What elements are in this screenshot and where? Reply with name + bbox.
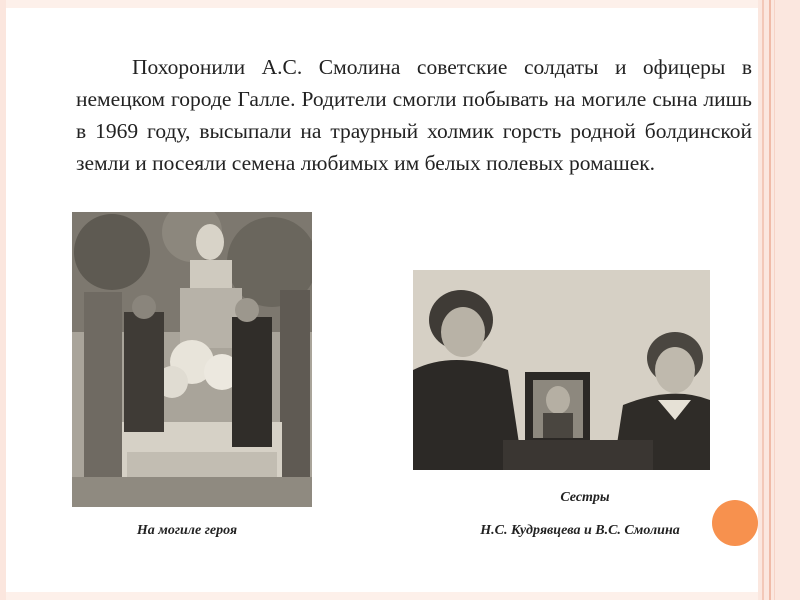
sisters-caption-title: Сестры bbox=[560, 490, 610, 505]
grave-caption: На могиле героя bbox=[136, 523, 238, 538]
right-border-band bbox=[758, 0, 800, 600]
right-border-line bbox=[769, 0, 771, 600]
grave-photo bbox=[72, 212, 312, 507]
main-paragraph: Похоронили А.С. Смолина советские солдаты и офицеры в немецком городе Галле. Родители смогли побывать на могиле сына лишь в 1969 году, высыпали на траурный холмик горсть родной болдинской земли и посеяли семена любимых им белых полевых ромашек. bbox=[76, 55, 752, 175]
sisters-photo bbox=[413, 270, 710, 470]
right-border-line bbox=[762, 0, 764, 600]
bottom-border bbox=[6, 592, 758, 600]
sisters-photo-image bbox=[413, 270, 710, 470]
top-border bbox=[6, 0, 758, 8]
left-border bbox=[0, 0, 6, 600]
grave-photo-image bbox=[72, 212, 312, 507]
sisters-caption-names: Н.С. Кудрявцева и В.С. Смолина bbox=[480, 523, 680, 538]
accent-circle bbox=[712, 500, 758, 546]
right-border-line bbox=[774, 0, 775, 600]
